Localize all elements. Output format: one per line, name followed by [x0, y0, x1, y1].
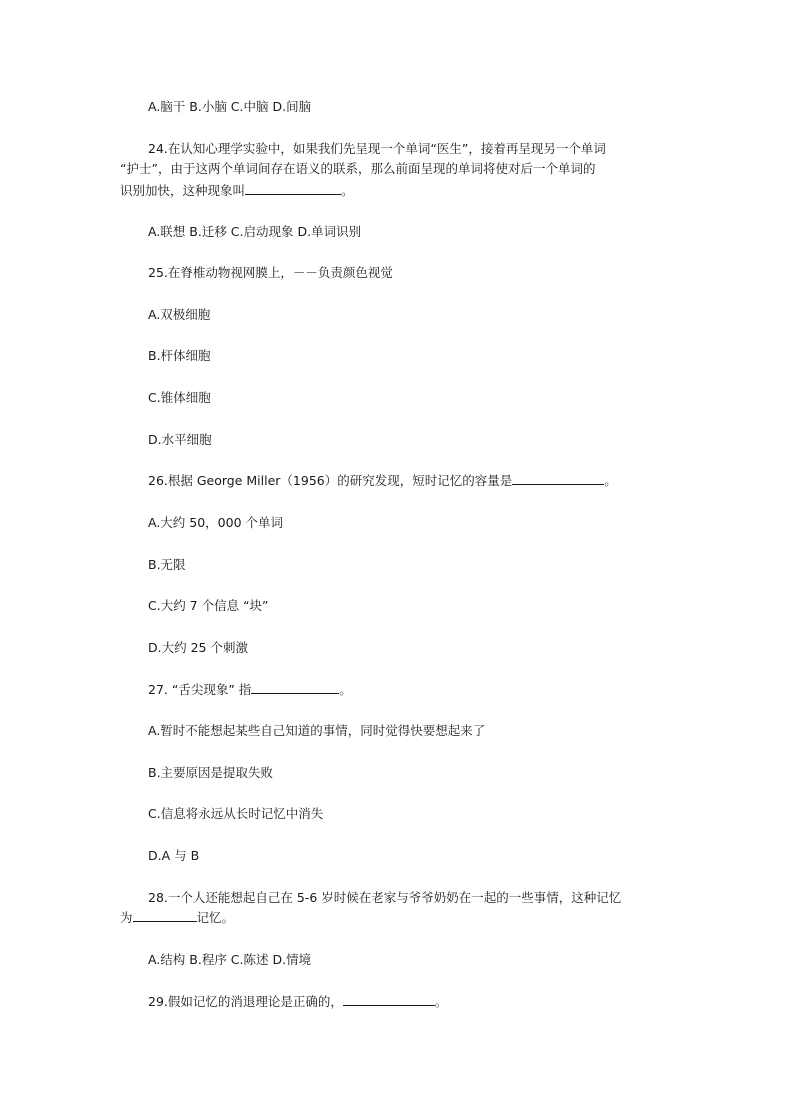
q27-option-a: A.暂时不能想起某些自己知道的事情，同时觉得快要想起来了	[148, 723, 486, 738]
q27-option-c: C.信息将永远从长时记忆中消失	[148, 806, 324, 821]
q24-stem-line-3	[120, 182, 354, 200]
q28-stem-line-1: 28.一个人还能想起自己在 5-6 岁时候在老家与爷爷奶奶在一起的一些事情，这种记忆	[148, 890, 622, 905]
q25-option-d: D.水平细胞	[148, 432, 212, 447]
q26-stem-end: 。	[604, 473, 617, 488]
q26-option-c: C.大约 7 个信息 “块”	[148, 598, 269, 613]
q25-option-c: C.锥体细胞	[148, 390, 211, 405]
q24-stem-line-1: 24.在认知心理学实验中，如果我们先呈现一个单词“医生”，接着再呈现另一个单词	[148, 141, 606, 156]
q29-stem-text: 29.假如记忆的消退理论是正确的，	[148, 994, 343, 1009]
q24-options: A.联想 B.迁移 C.启动现象 D.单词识别	[148, 224, 362, 239]
q25-option-b: B.杆体细胞	[148, 348, 211, 363]
q26-option-d: D.大约 25 个刺激	[148, 640, 248, 655]
q25-option-a: A.双极细胞	[148, 307, 211, 322]
q28-stem-end: 记忆。	[196, 910, 235, 925]
q28-options: A.结构 B.程序 C.陈述 D.情境	[148, 952, 312, 967]
q27-stem-end: 。	[339, 682, 352, 697]
q26-option-b: B.无限	[148, 557, 186, 572]
q26-answer-blank	[512, 472, 604, 485]
q24-answer-blank	[245, 182, 341, 195]
q29-answer-blank	[343, 993, 435, 1006]
q29-stem	[148, 993, 447, 1011]
q27-option-b: B.主要原因是提取失败	[148, 765, 274, 780]
q28-answer-blank	[133, 909, 197, 922]
q26-option-a: A.大约 50，000 个单词	[148, 515, 284, 530]
q27-stem	[148, 681, 352, 699]
q23-options: A.脑干 B.小脑 C.中脑 D.间脑	[148, 99, 312, 114]
q27-answer-blank	[251, 681, 339, 694]
q24-stem-text: 识别加快，这种现象叫	[120, 183, 246, 198]
q27-stem-text: 27. “舌尖现象” 指	[148, 682, 252, 697]
q26-stem-text: 26.根据 George Miller（1956）的研究发现，短时记忆的容量是	[148, 473, 513, 488]
q28-stem-text: 为	[120, 910, 133, 925]
q25-stem: 25.在脊椎动物视网膜上，－－负责颜色视觉	[148, 265, 393, 280]
q24-stem-end: 。	[341, 183, 354, 198]
q24-stem-line-2: “护士”，由于这两个单词间存在语义的联系，那么前面呈现的单词将使对后一个单词的	[120, 161, 596, 176]
q28-stem-line-2	[120, 909, 234, 927]
q27-option-d: D.A 与 B	[148, 848, 200, 863]
q26-stem	[148, 472, 617, 490]
q29-stem-end: 。	[434, 994, 448, 1009]
